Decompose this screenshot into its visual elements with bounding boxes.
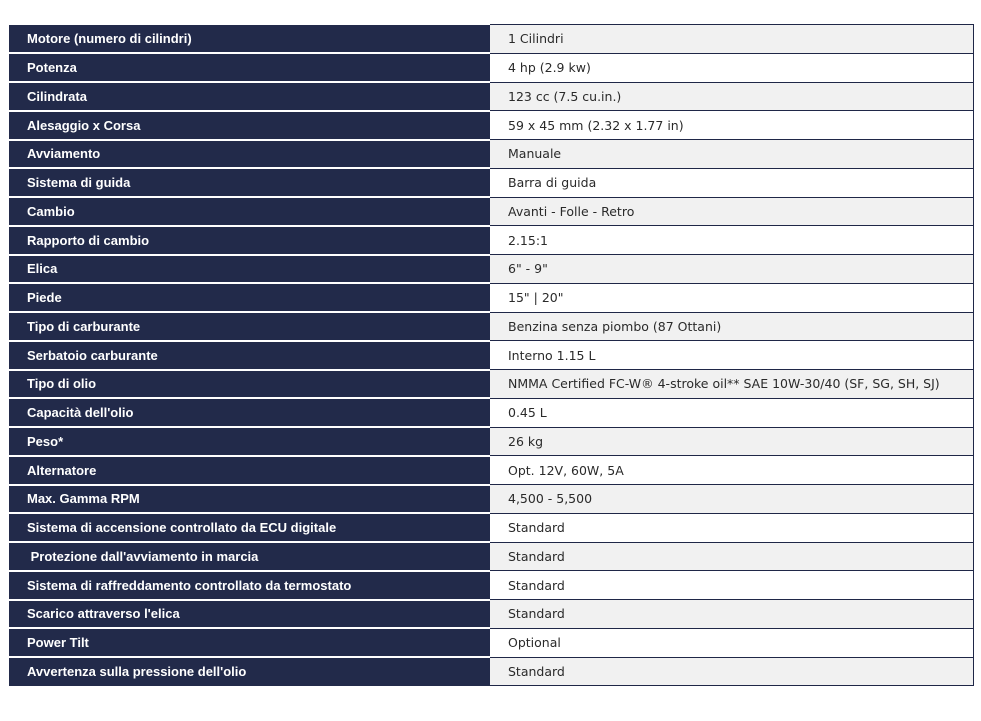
spec-label: Max. Gamma RPM (9, 485, 490, 514)
spec-label: Alternatore (9, 456, 490, 485)
spec-label: Power Tilt (9, 628, 490, 657)
spec-value: Barra di guida (490, 168, 973, 197)
spec-value: 2.15:1 (490, 226, 973, 255)
spec-row (9, 657, 973, 686)
spec-value: 0.45 L (490, 398, 973, 427)
spec-row (9, 312, 973, 341)
spec-row (9, 456, 973, 485)
spec-label: Tipo di carburante (9, 312, 490, 341)
spec-row (9, 255, 973, 284)
spec-value: 6" - 9" (490, 255, 973, 284)
spec-value: 4,500 - 5,500 (490, 485, 973, 514)
spec-label: Alesaggio x Corsa (9, 111, 490, 140)
spec-row (9, 542, 973, 571)
spec-label: Protezione dall'avviamento in marcia (9, 542, 490, 571)
spec-label: Cambio (9, 197, 490, 226)
spec-row (9, 111, 973, 140)
spec-value: 15" | 20" (490, 283, 973, 312)
spec-label: Cilindrata (9, 82, 490, 111)
spec-value: 123 cc (7.5 cu.in.) (490, 82, 973, 111)
spec-value: Standard (490, 657, 973, 686)
spec-row (9, 485, 973, 514)
spec-row (9, 25, 973, 54)
spec-value: Avanti - Folle - Retro (490, 197, 973, 226)
spec-label: Rapporto di cambio (9, 226, 490, 255)
spec-value: NMMA Certified FC-W® 4-stroke oil** SAE 10W-30/40 (SF, SG, SH, SJ) (490, 370, 973, 399)
spec-label: Potenza (9, 53, 490, 82)
spec-label: Tipo di olio (9, 370, 490, 399)
spec-value: Standard (490, 600, 973, 629)
spec-row (9, 197, 973, 226)
spec-value: 59 x 45 mm (2.32 x 1.77 in) (490, 111, 973, 140)
spec-value: 26 kg (490, 427, 973, 456)
spec-row (9, 398, 973, 427)
spec-label: Serbatoio carburante (9, 341, 490, 370)
spec-row (9, 140, 973, 169)
specifications-table-body (9, 25, 973, 686)
spec-value: Interno 1.15 L (490, 341, 973, 370)
spec-label: Piede (9, 283, 490, 312)
spec-value: 4 hp (2.9 kw) (490, 53, 973, 82)
spec-row (9, 427, 973, 456)
specifications-table (9, 24, 974, 686)
spec-value: Opt. 12V, 60W, 5A (490, 456, 973, 485)
spec-label: Elica (9, 255, 490, 284)
spec-value: Benzina senza piombo (87 Ottani) (490, 312, 973, 341)
spec-value: Standard (490, 542, 973, 571)
spec-row (9, 283, 973, 312)
spec-row (9, 628, 973, 657)
spec-row (9, 82, 973, 111)
spec-label: Scarico attraverso l'elica (9, 600, 490, 629)
spec-value: Manuale (490, 140, 973, 169)
spec-row (9, 53, 973, 82)
spec-row (9, 168, 973, 197)
spec-label: Peso* (9, 427, 490, 456)
spec-row (9, 600, 973, 629)
spec-label: Sistema di guida (9, 168, 490, 197)
spec-label: Capacità dell'olio (9, 398, 490, 427)
spec-label: Motore (numero di cilindri) (9, 25, 490, 54)
spec-label: Sistema di raffreddamento controllato da termostato (9, 571, 490, 600)
spec-row (9, 513, 973, 542)
spec-row (9, 370, 973, 399)
spec-label: Avvertenza sulla pressione dell'olio (9, 657, 490, 686)
spec-row (9, 226, 973, 255)
spec-value: Optional (490, 628, 973, 657)
spec-value: 1 Cilindri (490, 25, 973, 54)
spec-row (9, 341, 973, 370)
spec-value: Standard (490, 571, 973, 600)
spec-label: Sistema di accensione controllato da ECU digitale (9, 513, 490, 542)
spec-row (9, 571, 973, 600)
spec-value: Standard (490, 513, 973, 542)
spec-label: Avviamento (9, 140, 490, 169)
